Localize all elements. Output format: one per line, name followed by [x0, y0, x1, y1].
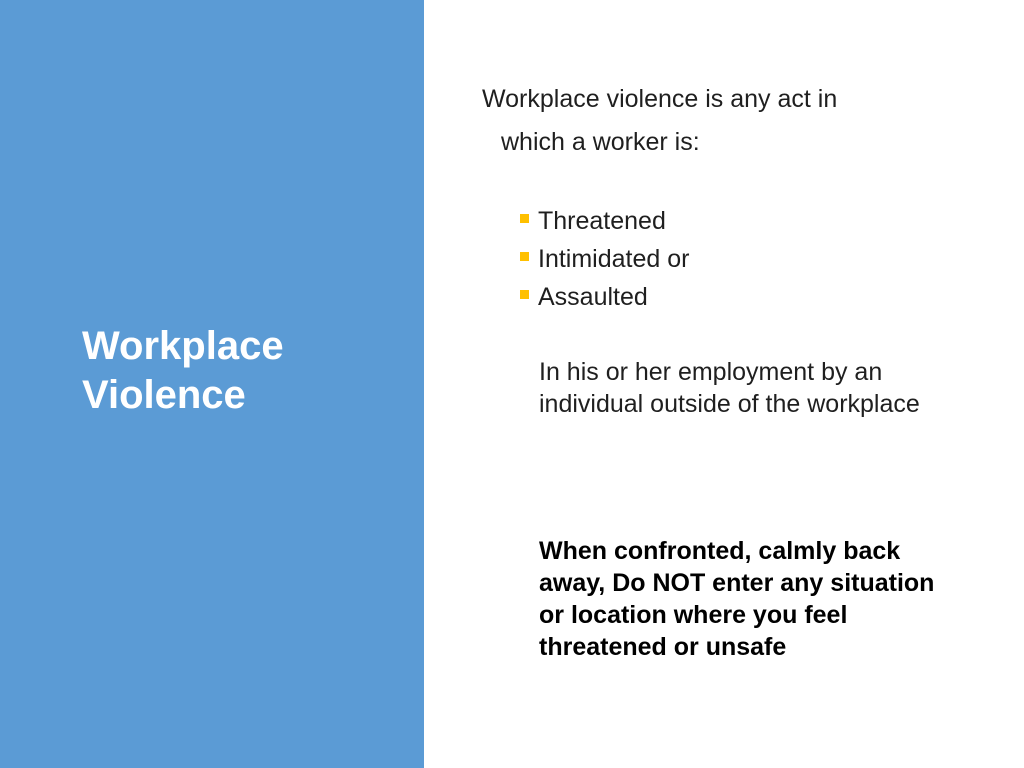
bullet-list	[520, 202, 689, 316]
title-panel	[0, 0, 424, 768]
bullet-label: Assaulted	[538, 283, 648, 311]
intro-line-1: Workplace violence is any act in	[482, 85, 838, 113]
bullet-label: Intimidated or	[538, 245, 690, 273]
intro-text	[482, 78, 837, 164]
slide-title	[82, 322, 402, 420]
intro-line-2: which a worker is:	[501, 128, 700, 156]
square-bullet-icon	[520, 214, 529, 223]
bullet-item	[520, 202, 689, 240]
slide-title-line-2: Violence	[82, 373, 246, 417]
square-bullet-icon	[520, 290, 529, 299]
safety-warning: When confronted, calmly back away, Do NOT enter any situation or location where you feel threatened or unsafe	[539, 537, 935, 661]
slide-title-line-1: Workplace	[82, 324, 284, 368]
square-bullet-icon	[520, 252, 529, 261]
bullet-label: Threatened	[538, 207, 666, 235]
bullet-item	[520, 278, 689, 316]
employment-paragraph: In his or her employment by an individual outside of the workplace	[539, 358, 920, 418]
bullet-item	[520, 240, 689, 278]
